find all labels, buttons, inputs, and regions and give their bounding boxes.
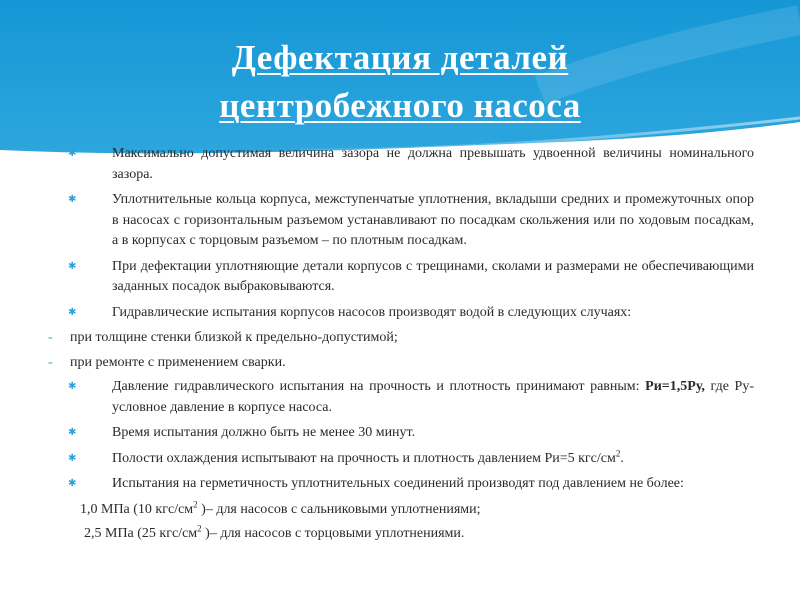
asterisk-bullet-icon: ✱ [68, 381, 77, 392]
pressure-line-2 [48, 524, 754, 545]
list-item [48, 144, 754, 185]
dash-text: при толщине стенки близкой к предельно-допустимой; [70, 330, 398, 345]
item-text: Время испытания должно быть не менее 30 минут. [112, 425, 416, 440]
superscript: 2 [615, 447, 621, 458]
item-text: Уплотнительные кольца корпуса, межступенчатые уплотнения, вкладыши средних и промежуточных опор в насосах с горизонтальным разъемом устанавливают по посадкам скольжения или по ходовым посадкам, а в корпусах с торцовым разъемом – по плотным посадкам. [112, 192, 754, 248]
item-text: Гидравлические испытания корпусов насосов производят водой в следующих случаях: [112, 304, 632, 320]
asterisk-bullet-icon: ✱ [68, 260, 77, 272]
pressure-line-tail: )– для насосов с сальниковыми уплотнениями; [197, 501, 481, 517]
list-item [48, 377, 754, 418]
asterisk-bullet-icon: ✱ [68, 148, 77, 159]
item-text: Максимально допустимая величина зазора не должна превышать удвоенной величины номинального зазора. [112, 146, 754, 182]
list-item [48, 474, 754, 495]
dash-text: при ремонте с применением сварки. [70, 354, 286, 370]
dash-marker-icon: - [48, 354, 53, 370]
item-text-tail: где Ру- условное давление в корпусе насоса. [112, 379, 754, 415]
item-text: При дефектации уплотняющие детали корпусов с трещинами, сколами и размерами не обеспечивающими заданных посадок выбраковываются. [112, 258, 754, 294]
dash-item [48, 353, 754, 374]
slide-title [0, 34, 800, 130]
asterisk-bullet-icon: ✱ [68, 478, 77, 489]
superscript: 2 [193, 498, 198, 509]
list-item [48, 423, 754, 444]
item-text: Полости охлаждения испытывают на прочность и плотность давлением Ри=5 кгс/см [112, 450, 616, 466]
asterisk-bullet-icon: ✱ [68, 427, 77, 438]
asterisk-bullet-icon: ✱ [68, 306, 77, 318]
list-item [48, 190, 754, 252]
pressure-line-text: 1,0 МПа (10 кгс/см [80, 501, 194, 517]
pressure-formula: Ри=1,5Ру, [645, 379, 705, 394]
pressure-line-text: 2,5 МПа (25 кгс/см [84, 526, 198, 541]
title-line-2: центробежного насоса [219, 86, 581, 125]
item-text: Испытания на герметичность уплотнительных соединений производят под давлением не более: [112, 476, 684, 491]
pressure-line-tail: )– для насосов с торцовыми уплотнениями. [201, 526, 465, 541]
list-item [48, 257, 754, 298]
pressure-line-1 [48, 500, 754, 521]
list-item [48, 303, 754, 324]
title-line-1: Дефектация деталей [231, 38, 569, 77]
dash-item [48, 328, 754, 349]
asterisk-bullet-icon: ✱ [68, 194, 77, 205]
item-text: Давление гидравлического испытания на прочность и плотность принимают равным: [112, 379, 646, 394]
superscript: 2 [197, 523, 202, 534]
asterisk-bullet-icon: ✱ [68, 452, 77, 464]
item-text-end: . [620, 450, 624, 466]
list-item [48, 449, 754, 470]
content-list [48, 144, 754, 549]
dash-marker-icon: - [48, 330, 53, 345]
